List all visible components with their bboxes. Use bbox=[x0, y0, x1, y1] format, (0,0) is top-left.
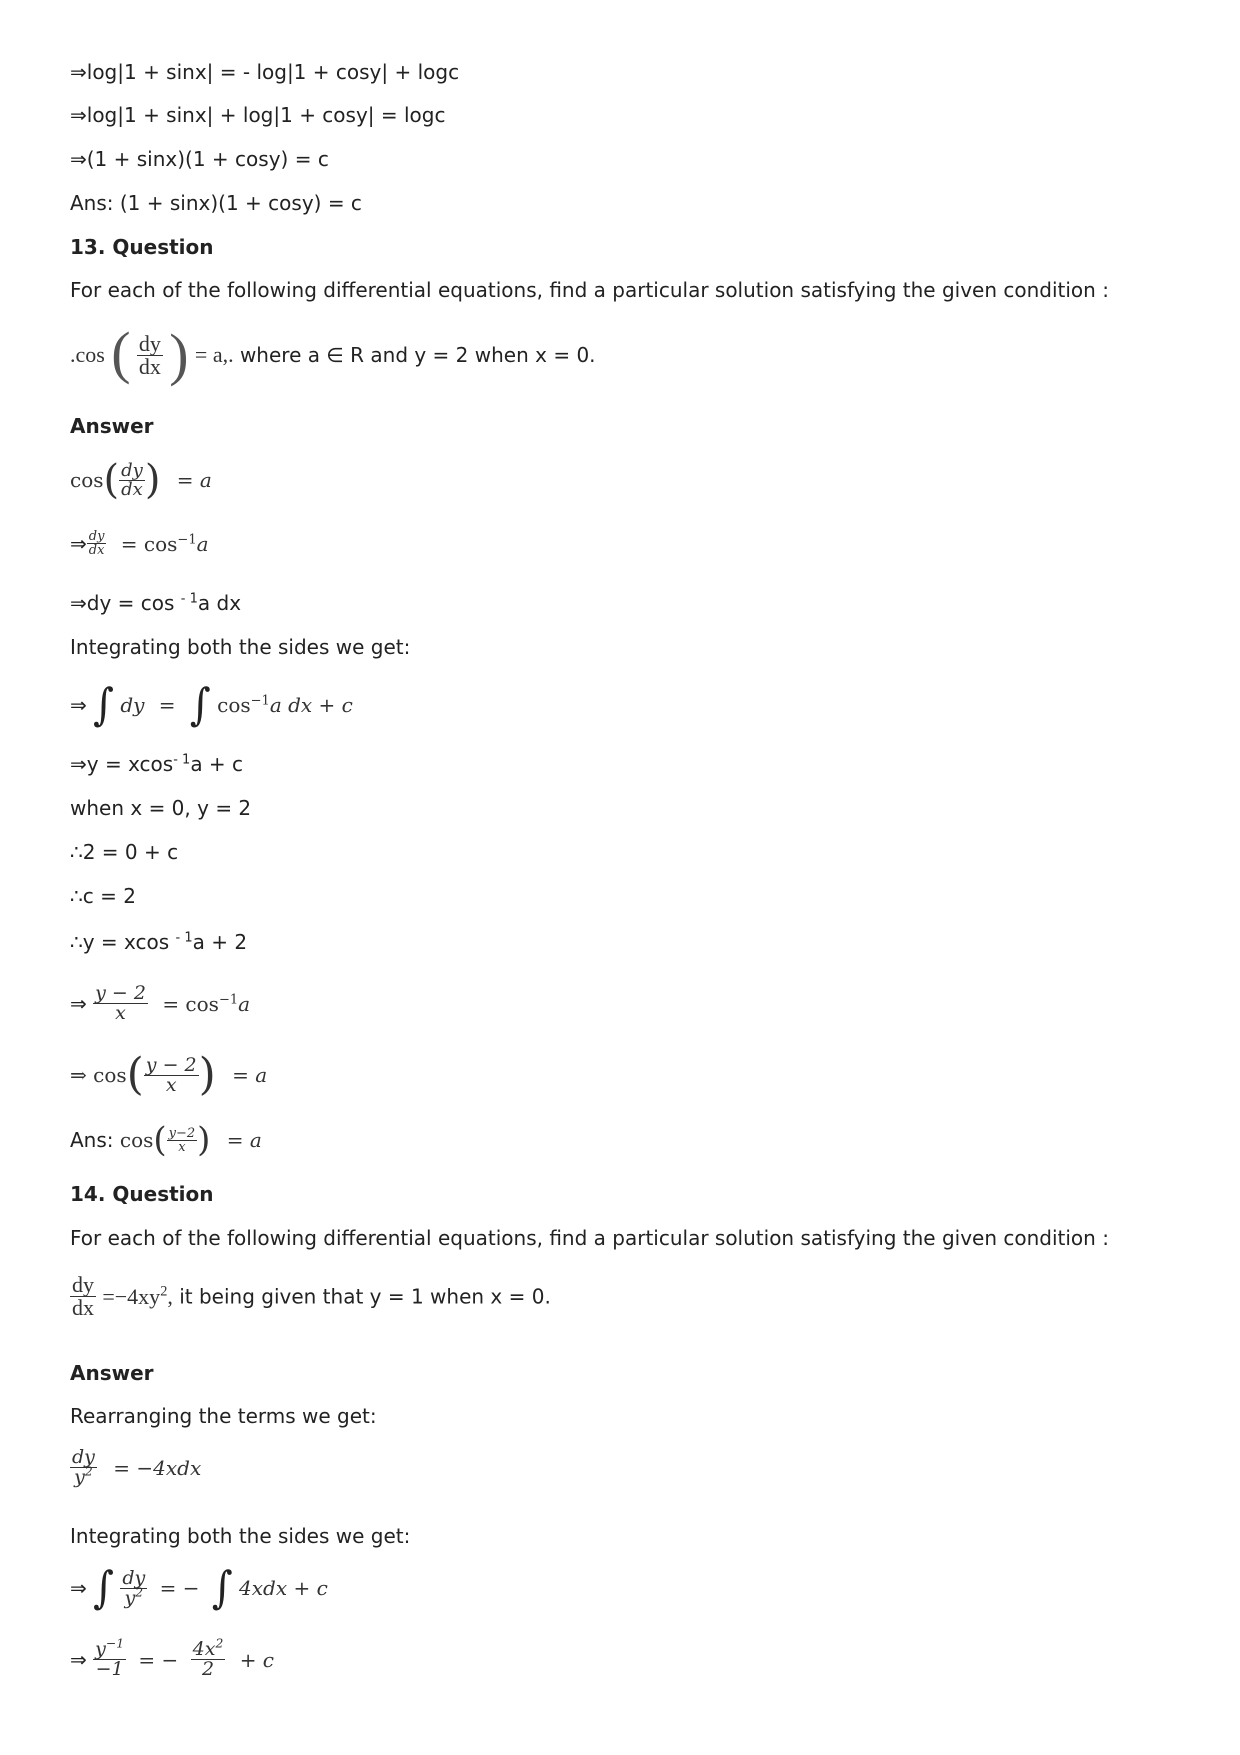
fraction bbox=[70, 1274, 96, 1319]
question-13-prompt: For each of the following differential equations, find a particular solution satisfying the given condition : bbox=[70, 278, 1109, 302]
left-paren: ( bbox=[111, 320, 131, 385]
denominator: $y^2$ bbox=[124, 1585, 144, 1609]
rhs: = a bbox=[176, 468, 212, 492]
implies-arrow: ⇒ bbox=[70, 1576, 87, 1600]
fraction bbox=[191, 1636, 226, 1680]
denominator: dx bbox=[88, 543, 105, 558]
integrand: $\cos^{-1}a$ dx + c bbox=[217, 693, 353, 717]
cos-fn: cos bbox=[70, 468, 104, 492]
step-line: ∴2 = 0 + c bbox=[70, 840, 179, 864]
math-step bbox=[70, 530, 209, 557]
question-14-heading: 14. Question bbox=[70, 1182, 214, 1206]
right-paren: ) bbox=[144, 457, 161, 503]
answer-line bbox=[70, 1120, 262, 1160]
cos-fn: ⇒ cos bbox=[70, 1063, 127, 1087]
step-line: ∴y = xcos $^{- 1}$a + 2 bbox=[70, 930, 248, 954]
left-paren: ( bbox=[126, 1049, 144, 1100]
fraction bbox=[119, 459, 145, 500]
step-line: ⇒dy = cos $^{- 1}$a dx bbox=[70, 591, 242, 615]
right-paren: ) bbox=[198, 1049, 216, 1100]
rhs: = $\cos^{-1}a$ bbox=[162, 991, 251, 1016]
math-step bbox=[70, 679, 353, 731]
numerator: y − 2 bbox=[145, 1053, 197, 1076]
denominator: x bbox=[115, 1002, 126, 1024]
step-line: Rearranging the terms we get: bbox=[70, 1404, 377, 1428]
right-paren: ) bbox=[169, 322, 189, 387]
numerator: $4x^2$ bbox=[192, 1636, 224, 1660]
numerator: y − 2 bbox=[95, 982, 146, 1004]
step-line: ⇒log|1 + sinx| + log|1 + cosy| = logc bbox=[70, 103, 446, 127]
fraction bbox=[120, 1566, 147, 1609]
denominator: dx bbox=[121, 478, 143, 500]
math-step bbox=[70, 1448, 201, 1487]
step-line: ⇒(1 + sinx)(1 + cosy) = c bbox=[70, 147, 329, 171]
fraction bbox=[87, 530, 107, 557]
math-step bbox=[70, 1636, 275, 1680]
fraction bbox=[93, 984, 148, 1023]
rhs: = a bbox=[226, 1128, 262, 1152]
implies-arrow: ⇒ bbox=[70, 991, 87, 1016]
equals: = − bbox=[159, 1576, 200, 1600]
right-paren: ) bbox=[197, 1120, 211, 1160]
math-step bbox=[70, 1562, 328, 1614]
numerator: dy bbox=[88, 529, 105, 544]
answer-line: Ans: (1 + sinx)(1 + cosy) = c bbox=[70, 191, 362, 215]
denominator: x bbox=[165, 1073, 177, 1096]
integral-sign: ∫ bbox=[93, 679, 114, 731]
answer-label: Answer bbox=[70, 1361, 154, 1385]
denominator: $y^2$ bbox=[74, 1464, 93, 1488]
denominator: x bbox=[178, 1139, 186, 1155]
answer-label: Answer bbox=[70, 414, 154, 438]
equals: = bbox=[158, 693, 176, 717]
numerator: dy bbox=[72, 1272, 94, 1297]
numerator: $y^{-1}$ bbox=[95, 1636, 125, 1660]
integral-sign: ∫ bbox=[93, 1562, 114, 1614]
integral-sign: ∫ bbox=[189, 679, 211, 731]
implies-arrow: ⇒ bbox=[70, 693, 87, 717]
step-line: ⇒log|1 + sinx| = - log|1 + cosy| + logc bbox=[70, 60, 460, 84]
integrand: 4xdx + c bbox=[239, 1576, 328, 1600]
condition-text: where a ∈ R and y = 2 when x = 0. bbox=[239, 343, 596, 367]
condition-text: it being given that y = 1 when x = 0. bbox=[179, 1284, 551, 1309]
ans-label: Ans: bbox=[70, 1128, 120, 1152]
denominator: −1 bbox=[95, 1658, 124, 1680]
question-14-prompt: For each of the following differential equations, find a particular solution satisfying the given condition : bbox=[70, 1226, 1109, 1250]
rhs: = $\cos^{-1}a$ bbox=[120, 531, 209, 556]
numerator: y−2 bbox=[168, 1125, 196, 1141]
eq-rhs: $=-4xy^2$, bbox=[102, 1283, 173, 1309]
numerator: dy bbox=[121, 459, 143, 481]
question-13-heading: 13. Question bbox=[70, 235, 214, 259]
numerator: dy bbox=[138, 330, 161, 356]
rhs: = −4xdx bbox=[113, 1455, 202, 1480]
fraction bbox=[93, 1636, 126, 1680]
cos-fn: cos bbox=[119, 1128, 154, 1152]
question-13-equation bbox=[70, 320, 596, 387]
fraction bbox=[144, 1053, 199, 1096]
math-step bbox=[70, 984, 250, 1023]
fraction bbox=[137, 330, 163, 379]
fraction bbox=[70, 1448, 97, 1487]
equals: = − bbox=[138, 1647, 179, 1672]
eq-rhs: = a,. bbox=[194, 342, 234, 367]
integrand: dy bbox=[120, 693, 145, 717]
numerator: dy bbox=[72, 1446, 95, 1468]
numerator: dy bbox=[122, 1566, 146, 1589]
step-line: Integrating both the sides we get: bbox=[70, 1524, 411, 1548]
denominator: 2 bbox=[201, 1658, 215, 1680]
implies-arrow: ⇒ bbox=[70, 1647, 87, 1672]
left-paren: ( bbox=[153, 1120, 167, 1160]
step-line: when x = 0, y = 2 bbox=[70, 796, 252, 820]
implies-arrow: ⇒ bbox=[70, 531, 87, 556]
step-line: ∴c = 2 bbox=[70, 884, 136, 908]
math-step bbox=[70, 1049, 268, 1100]
denominator: dx bbox=[72, 1295, 94, 1320]
step-line: Integrating both the sides we get: bbox=[70, 635, 411, 659]
fraction bbox=[167, 1127, 198, 1154]
integral-sign: ∫ bbox=[211, 1562, 233, 1614]
question-14-equation bbox=[70, 1274, 551, 1319]
eq-lead: .cos bbox=[70, 342, 105, 367]
step-line: ⇒y = xcos$^{- 1}$a + c bbox=[70, 752, 244, 776]
rhs: = a bbox=[232, 1063, 268, 1087]
math-step bbox=[70, 457, 212, 503]
denominator: dx bbox=[138, 353, 161, 379]
left-paren: ( bbox=[103, 457, 120, 503]
rhs: + c bbox=[239, 1647, 275, 1672]
